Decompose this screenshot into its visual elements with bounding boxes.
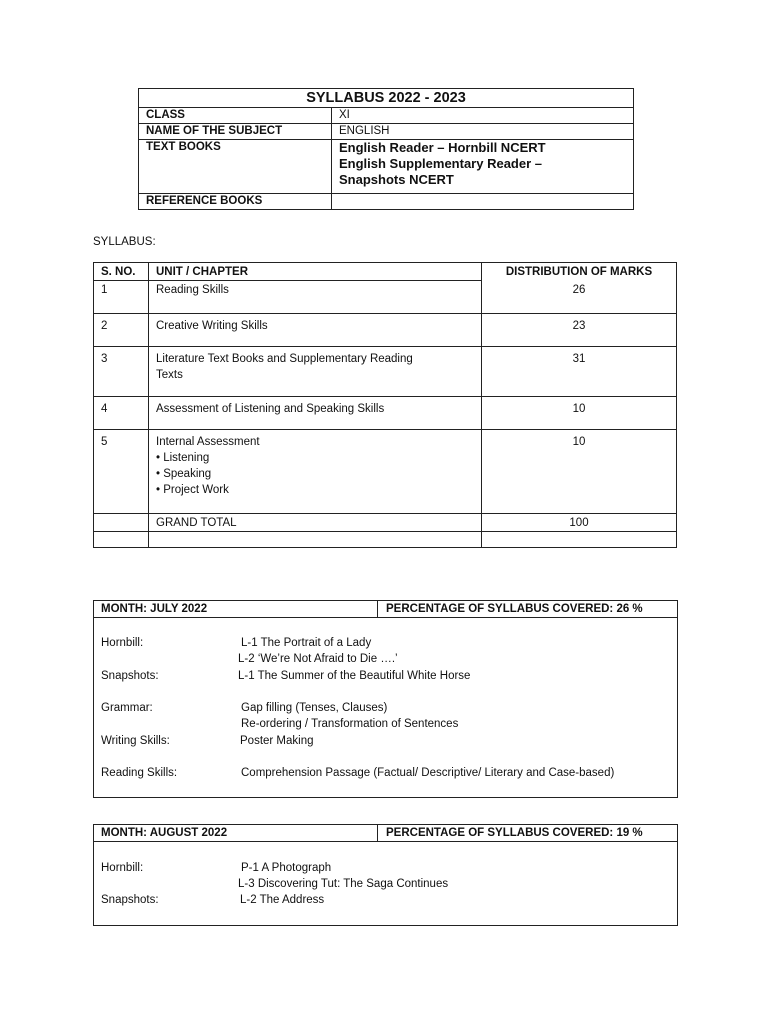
- month-box-july: [93, 600, 678, 798]
- row-text: L-1 The Summer of the Beautiful White Horse: [238, 670, 471, 682]
- month-percentage: PERCENTAGE OF SYLLABUS COVERED: 26 %: [386, 603, 643, 615]
- unit-line: Internal Assessment: [156, 436, 260, 448]
- row-text: L-2 The Address: [240, 894, 325, 906]
- total-label: GRAND TOTAL: [149, 514, 482, 532]
- row-marks: 26: [482, 281, 677, 314]
- month-header: [94, 825, 677, 842]
- row-sno: 1: [94, 281, 149, 314]
- table-row: [94, 347, 677, 397]
- row-marks: 10: [482, 397, 677, 430]
- row-marks: 23: [482, 314, 677, 347]
- row-text: Re-ordering / Transformation of Sentences: [241, 718, 459, 730]
- row-label: Writing Skills:: [101, 735, 170, 747]
- unit-line: • Project Work: [156, 484, 229, 496]
- class-value: XI: [332, 108, 634, 124]
- table-header-row: [94, 263, 677, 281]
- row-text: L-1 The Portrait of a Lady: [241, 637, 372, 649]
- subject-label: NAME OF THE SUBJECT: [139, 124, 332, 140]
- row-unit: [149, 347, 482, 397]
- syllabus-table: [93, 262, 677, 548]
- textbooks-label: TEXT BOOKS: [139, 140, 332, 194]
- row-label: Hornbill:: [101, 637, 144, 649]
- empty-cell: [149, 532, 482, 548]
- subject-value: ENGLISH: [332, 124, 634, 140]
- row-unit: Creative Writing Skills: [149, 314, 482, 347]
- empty-cell: [94, 532, 149, 548]
- empty-row: [94, 532, 677, 548]
- header-table: [138, 88, 634, 210]
- textbook-line: English Reader – Hornbill NCERT: [339, 140, 546, 155]
- row-label: Grammar:: [101, 702, 153, 714]
- document-title: SYLLABUS 2022 - 2023: [139, 89, 634, 108]
- row-text: Gap filling (Tenses, Clauses): [241, 702, 388, 714]
- reference-label: REFERENCE BOOKS: [139, 194, 332, 210]
- class-label: CLASS: [139, 108, 332, 124]
- reference-value: [332, 194, 634, 210]
- textbook-line: Snapshots NCERT: [339, 172, 454, 187]
- table-row: [94, 430, 677, 514]
- row-unit: Assessment of Listening and Speaking Skills: [149, 397, 482, 430]
- unit-line: • Speaking: [156, 468, 212, 480]
- table-row: [94, 281, 677, 314]
- row-label: Snapshots:: [101, 894, 159, 906]
- unit-line: Literature Text Books and Supplementary Reading: [156, 353, 413, 365]
- month-title: MONTH: AUGUST 2022: [94, 825, 378, 841]
- column-header: UNIT / CHAPTER: [149, 263, 482, 281]
- row-text: Comprehension Passage (Factual/ Descriptive/ Literary and Case-based): [241, 767, 615, 779]
- row-text: L-3 Discovering Tut: The Saga Continues: [238, 878, 449, 890]
- row-label: Reading Skills:: [101, 767, 178, 779]
- textbooks-value: [332, 140, 634, 194]
- row-text: L-2 ‘We’re Not Afraid to Die ….’: [238, 653, 398, 665]
- month-percentage: PERCENTAGE OF SYLLABUS COVERED: 19 %: [386, 827, 643, 839]
- row-marks: 31: [482, 347, 677, 397]
- row-unit: [149, 430, 482, 514]
- row-sno: 3: [94, 347, 149, 397]
- row-sno: 5: [94, 430, 149, 514]
- row-sno: 2: [94, 314, 149, 347]
- month-header: [94, 601, 677, 618]
- month-box-august: [93, 824, 678, 926]
- total-sno: [94, 514, 149, 532]
- row-text: P-1 A Photograph: [241, 862, 332, 874]
- row-label: Hornbill:: [101, 862, 144, 874]
- total-value: 100: [482, 514, 677, 532]
- row-marks: 10: [482, 430, 677, 514]
- unit-line: Texts: [156, 369, 183, 381]
- month-title: MONTH: JULY 2022: [94, 601, 378, 617]
- row-text: Poster Making: [240, 735, 314, 747]
- row-unit: Reading Skills: [149, 281, 482, 314]
- empty-cell: [482, 532, 677, 548]
- unit-line: • Listening: [156, 452, 210, 464]
- table-row: [94, 314, 677, 347]
- row-label: Snapshots:: [101, 670, 159, 682]
- column-header: S. NO.: [94, 263, 149, 281]
- total-row: [94, 514, 677, 532]
- column-header: DISTRIBUTION OF MARKS: [482, 263, 677, 281]
- syllabus-label: SYLLABUS:: [93, 236, 156, 248]
- row-sno: 4: [94, 397, 149, 430]
- table-row: [94, 397, 677, 430]
- textbook-line: English Supplementary Reader –: [339, 156, 543, 171]
